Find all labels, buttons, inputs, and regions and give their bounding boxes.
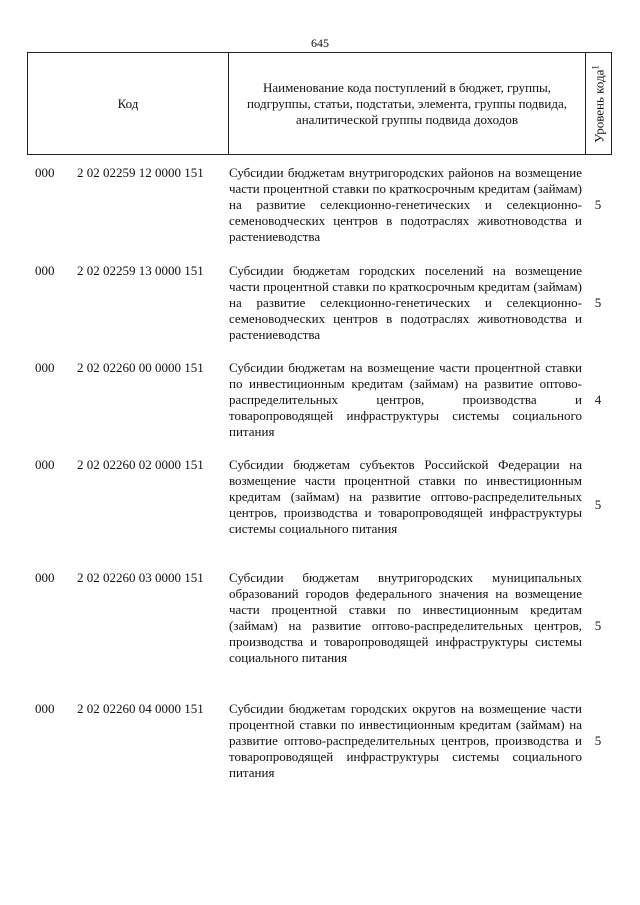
header-name: Наименование кода поступлений в бюджет, группы, подгруппы, статьи, подстатьи, элемента, группы подвида, аналитической группы подвида доходов	[229, 53, 586, 154]
header-level-text: Уровень кода	[591, 69, 607, 143]
revenue-code: 2 02 02260 00 0000 151	[77, 360, 204, 375]
page-number: 645	[311, 36, 329, 50]
revenue-code: 2 02 02260 02 0000 151	[77, 457, 204, 472]
code-description: Субсидии бюджетам внутригородских муниципальных образований городов федерального значения на возмещение части процентной ставки по инвестиционным кредитам (займам) на развитие оптово-распределительных центров, производства и товаропроводящей инфраструктуры системы социального питания	[229, 570, 582, 665]
admin-code: 000	[35, 457, 55, 472]
revenue-code: 2 02 02259 13 0000 151	[77, 263, 204, 278]
admin-code: 000	[35, 165, 55, 180]
code-level: 5	[594, 497, 602, 512]
header-code: Код	[28, 53, 229, 154]
code-description: Субсидии бюджетам внутригородских районов на возмещение части процентной ставки по краткосрочным кредитам (займам) на развитие селекционно-генетических и селекционно-семеноводческих центров в подотраслях животноводства и растениеводства	[229, 165, 582, 244]
code-description: Субсидии бюджетам субъектов Российской Федерации на возмещение части процентной ставки по инвестиционным кредитам (займам) на развитие оптово-распределительных центров, производства и товаропроводящей инфраструктуры системы социального питания	[229, 457, 582, 536]
header-level-label	[590, 65, 607, 143]
revenue-code: 2 02 02260 03 0000 151	[77, 570, 204, 585]
code-description: Субсидии бюджетам городских поселений на возмещение части процентной ставки по краткосрочным кредитам (займам) на развитие селекционно-генетических и селекционно-семеноводческих центров в подотраслях животноводства и растениеводства	[229, 263, 582, 342]
table-header	[27, 52, 612, 155]
admin-code: 000	[35, 701, 55, 716]
revenue-code: 2 02 02260 04 0000 151	[77, 701, 204, 716]
footnote-marker: 1	[589, 64, 600, 70]
header-level	[586, 53, 611, 154]
code-description: Субсидии бюджетам на возмещение части процентной ставки по инвестиционным кредитам (займам) на развитие оптово-распределительных центров, производства и товаропроводящей инфраструктуры системы социального питания	[229, 360, 582, 439]
code-description: Субсидии бюджетам городских округов на возмещение части процентной ставки по инвестиционным кредитам (займам) на развитие оптово-распределительных центров, производства и товаропроводящей инфраструктуры системы социального питания	[229, 701, 582, 780]
code-level: 4	[594, 392, 602, 407]
code-level: 5	[594, 197, 602, 212]
admin-code: 000	[35, 570, 55, 585]
code-level: 5	[594, 733, 602, 748]
admin-code: 000	[35, 360, 55, 375]
admin-code: 000	[35, 263, 55, 278]
revenue-code: 2 02 02259 12 0000 151	[77, 165, 204, 180]
code-level: 5	[594, 295, 602, 310]
code-level: 5	[594, 618, 602, 633]
